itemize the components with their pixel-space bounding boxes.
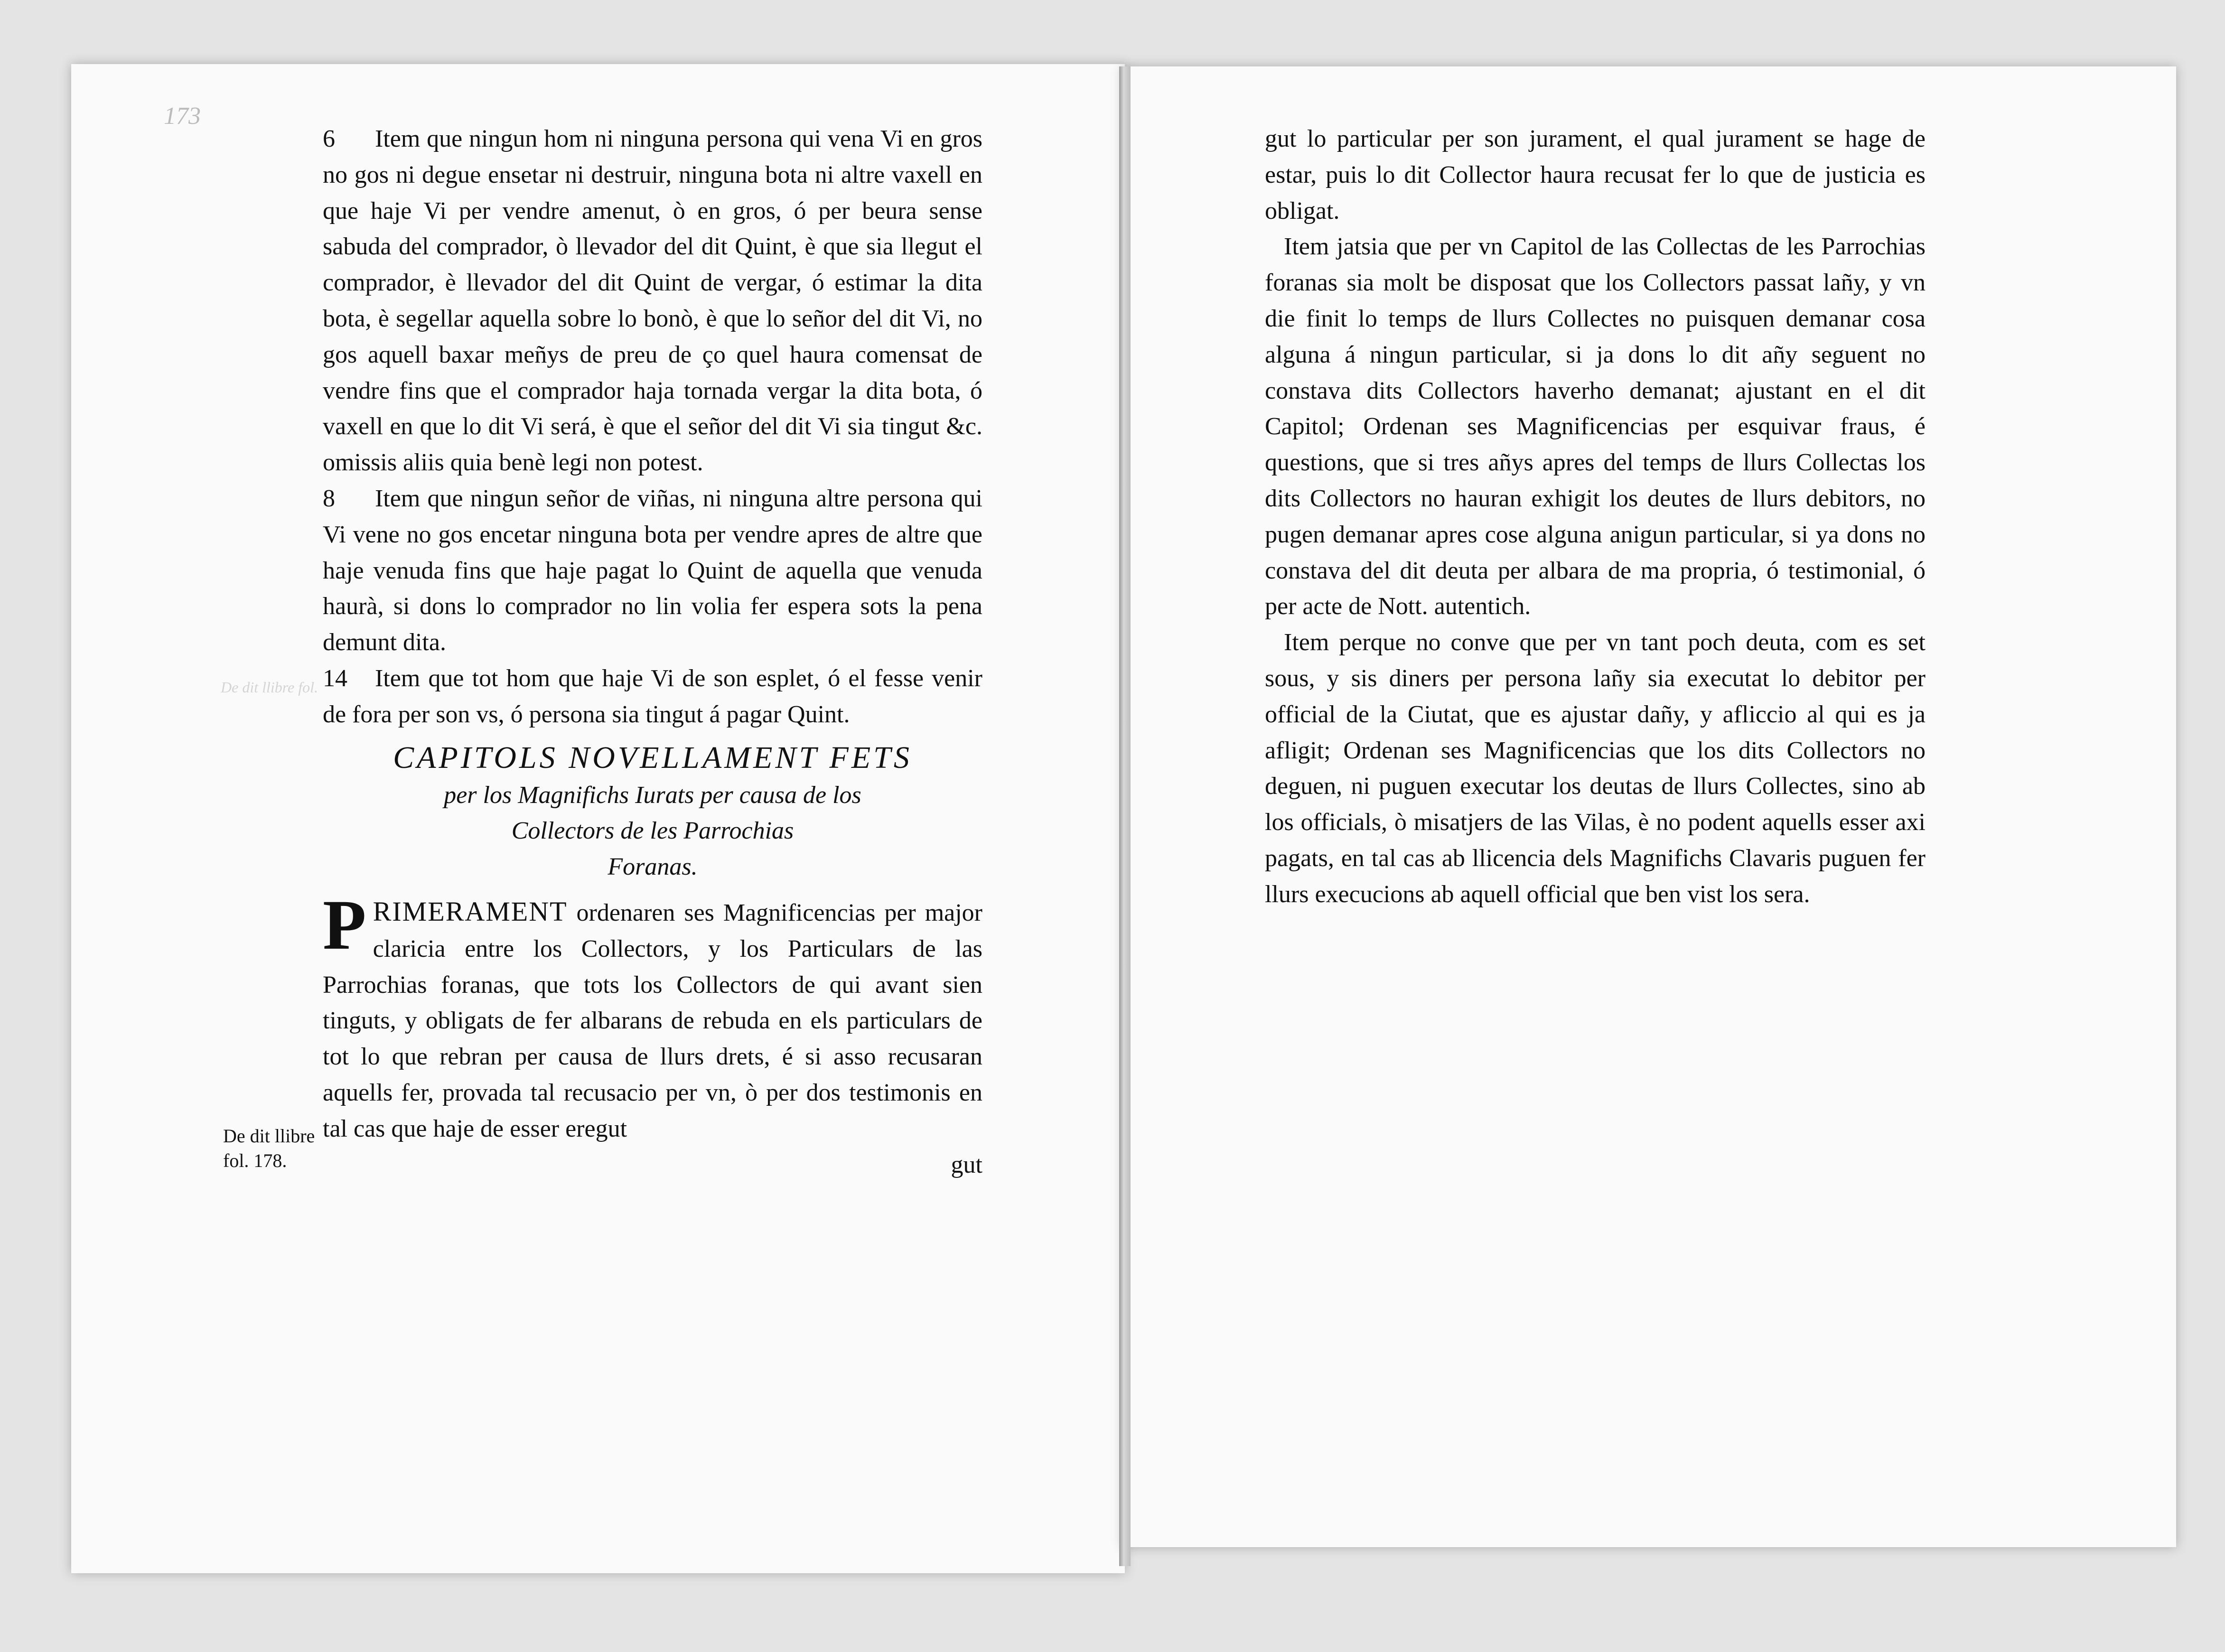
paragraph-8 (323, 481, 982, 661)
right-column (1265, 121, 1926, 913)
catchword: gut (951, 1151, 982, 1178)
item-number: 8 (323, 485, 335, 512)
section-subhead-3: Foranas. (608, 853, 698, 881)
section-heading: CAPITOLS NOVELLAMENT FETS (393, 740, 912, 775)
item-number: 14 (323, 664, 347, 692)
paragraph-text: ordenaren ses Magnificencias per major claricia entre los Collectors, y los Particulars de las Parrochias foranas, que tots los Collectors de qui avant sien tinguts, y obligats de fer albarans de rebuda en els particulars de tot lo que rebran per causa de llurs drets, é si asso recusaran aquells fer, provada tal recusacio per vn, ò per dos testimonis en tal cas que haje de esser eregut (323, 899, 982, 1142)
paragraph-item-perque: Item perque no conve que per vn tant poch deuta, com es set sous, y sis diners per persona lañy sia executat lo debitor per official de la Ciutat, que es ajustar dañy, y afliccio al qui es ja afligit; Ordenan ses Magnificencias que los dits Collectors no deguen, ni puguen executar los deutas de llurs Collectes, sino ab los officials, ò misatjers de las Vilas, è no podent aquells esser axi pagats, en tal cas ab llicencia dels Magnifichs Clavaris puguen fer llurs execucions ab aquell official que ben vist los sera. (1265, 629, 1926, 908)
left-column (323, 121, 982, 1183)
ghost-note: De dit llibre fol. (221, 679, 318, 696)
item-number: 6 (323, 125, 335, 152)
paragraph-text: Item que ningun hom ni ninguna persona qui vena Vi en gros no gos ni degue ensetar ni destruir, ninguna bota ni altre vaxell en que haje Vi per vendre amenut, ò en gros, ó per beura sense sabuda del comprador, ò llevador del dit Quint, è que sia llegut el comprador, è llevador del dit Quint de vergar, ó estimar la dita bota, è segellar aquella sobre lo bonò, è que lo señor del dit Vi, no gos aquell baxar meñys de preu de ço quel haura comensat de vendre fins que el comprador haja tornada vergar la dita bota, ó vaxell en que lo dit Vi será, è que el señor del dit Vi sia tingut &c. omissis aliis quia benè legi non potest. (323, 125, 982, 476)
paragraph-primerament (323, 885, 982, 1147)
section-subhead-2: Collectors de les Parrochias (511, 817, 794, 845)
paragraph-text: Item que tot hom que haje Vi de son esplet, ó el fesse venir de fora per son vs, ó persona sia tingut á pagar Quint. (323, 664, 982, 728)
first-word: RIMERAMENT (373, 896, 568, 927)
paragraph-6 (323, 121, 982, 481)
drop-cap: P (323, 885, 366, 964)
margin-note: De dit llibre fol. 178. (223, 1125, 315, 1171)
paragraph-14 (323, 661, 982, 733)
book-gutter (1119, 66, 1131, 1566)
folio-mark: 173 (164, 103, 201, 130)
paragraph-item-jatsia: Item jatsia que per vn Capitol de las Collectas de les Parrochias foranas sia molt be disposat que los Collectors passat lañy, y vn die finit lo temps de llurs Collectes no puisquen demanar cosa alguna á ningun particular, si ja dons lo dit añy seguent no constava dits Collectors haverho demanat; ajustant en el dit Capitol; Ordenan ses Magnificencias per esquivar fraus, é questions, que si tres añys apres del temps de llurs Collectas los dits Collectors no hauran exhigit los deutes de llurs debitors, no pugen demanar apres cose alguna anigun particular, si ya dons no constava del dit deuta per albara de ma propria, ó testimonial, ó per acte de Nott. autentich. (1265, 233, 1926, 620)
section-subhead-1: per los Magnifichs Iurats per causa de los (444, 781, 861, 809)
paragraph-text: Item que ningun señor de viñas, ni ninguna altre persona qui Vi vene no gos encetar ninguna bota per vendre apres de altre que haje venuda fins que haje pagat lo Quint de aquella que venuda haurà, si dons lo comprador no lin volia fer espera sots la pena demunt dita. (323, 485, 982, 656)
paragraph-continuation: gut lo particular per son jurament, el qual jurament se hage de estar, puis lo dit Collector haura recusat fer lo que de justicia es obligat. (1265, 125, 1926, 224)
